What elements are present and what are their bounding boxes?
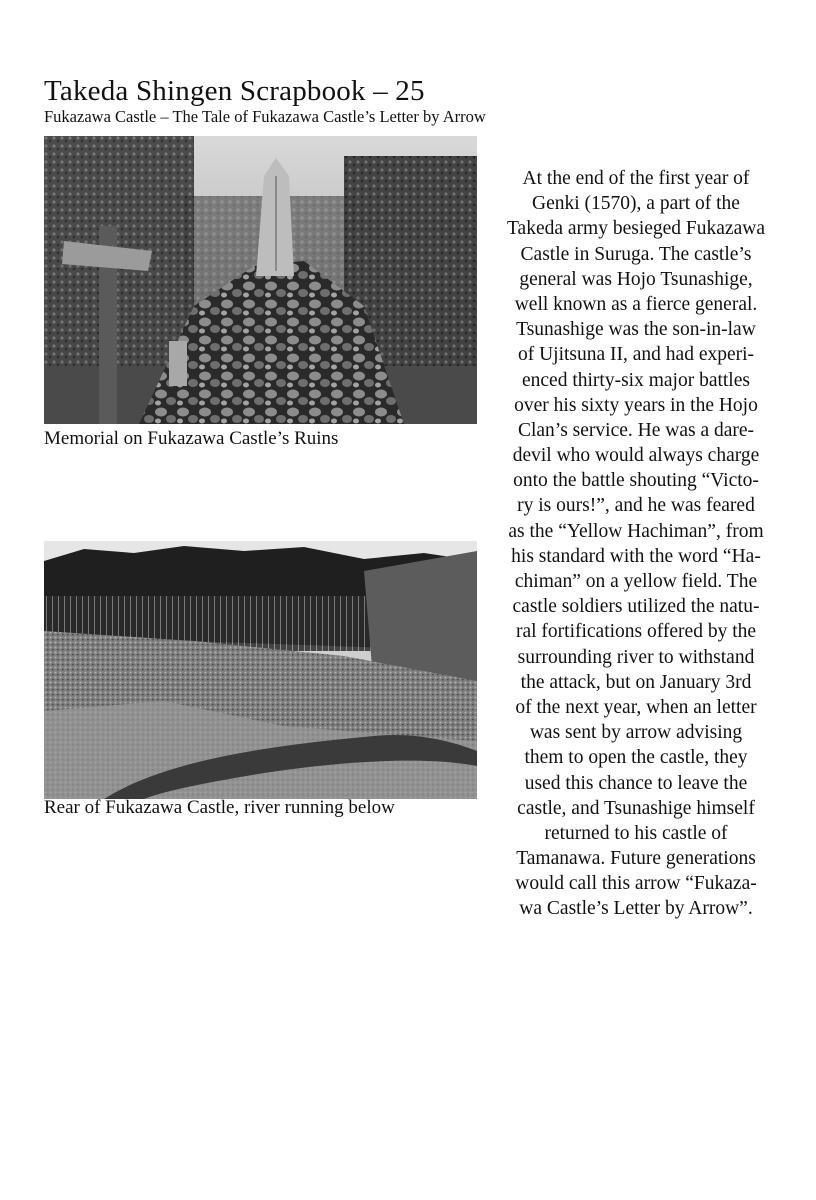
page-title: Takeda Shingen Scrapbook – 25 xyxy=(44,75,425,107)
article-line: would call this arrow “Fukaza- xyxy=(515,873,757,895)
article-line: ry is ours!”, and he was feared xyxy=(517,495,755,517)
article-line: devil who would always charge xyxy=(512,445,760,467)
article-line: castle soldiers utilized the natu- xyxy=(512,596,760,618)
article-line: over his sixty years in the Hojo xyxy=(514,394,758,416)
article-body xyxy=(484,166,788,922)
article-line: Tamanawa. Future generations xyxy=(516,848,756,870)
article-line: enced thirty-six major battles xyxy=(522,369,750,391)
article-line: of the next year, when an letter xyxy=(515,696,757,718)
figure-caption: Memorial on Fukazawa Castle’s Ruins xyxy=(44,428,339,449)
figure-caption: Rear of Fukazawa Castle, river running below xyxy=(44,797,395,818)
page-subtitle: Fukazawa Castle – The Tale of Fukazawa Castle’s Letter by Arrow xyxy=(44,107,486,126)
article-line: ral fortifications offered by the xyxy=(515,621,757,643)
article-line: Tsunashige was the son-in-law xyxy=(516,319,756,341)
article-line: wa Castle’s Letter by Arrow”. xyxy=(519,898,753,920)
article-line: Genki (1570), a part of the xyxy=(532,193,740,215)
article-line: returned to his castle of xyxy=(544,822,728,844)
article-line: At the end of the first year of xyxy=(522,168,750,189)
article-line: surrounding river to withstand xyxy=(517,646,755,668)
article-line: them to open the castle, they xyxy=(524,747,748,769)
article-line: Clan’s service. He was a dare- xyxy=(517,419,755,441)
article-line: of Ujitsuna II, and had experi- xyxy=(517,344,755,366)
castle-rear-photo xyxy=(44,541,477,799)
article-line: chiman” on a yellow field. The xyxy=(514,571,758,592)
article-line: as the “Yellow Hachiman”, from xyxy=(508,520,764,542)
article-line: well known as a fierce general. xyxy=(514,293,758,315)
article-line: Castle in Suruga. The castle’s xyxy=(520,243,752,265)
article-line: onto the battle shouting “Victo- xyxy=(513,470,759,492)
article-line: used this chance to leave the xyxy=(524,772,748,794)
article-line: Takeda army besieged Fukazawa xyxy=(507,218,765,240)
memorial-photo xyxy=(44,136,477,424)
article-line: general was Hojo Tsunashige, xyxy=(519,268,753,290)
article-line: the attack, but on January 3rd xyxy=(520,671,752,693)
article-line: his standard with the word “Ha- xyxy=(511,545,761,567)
article-line: was sent by arrow advising xyxy=(529,722,743,744)
article-line: castle, and Tsunashige himself xyxy=(517,797,755,819)
